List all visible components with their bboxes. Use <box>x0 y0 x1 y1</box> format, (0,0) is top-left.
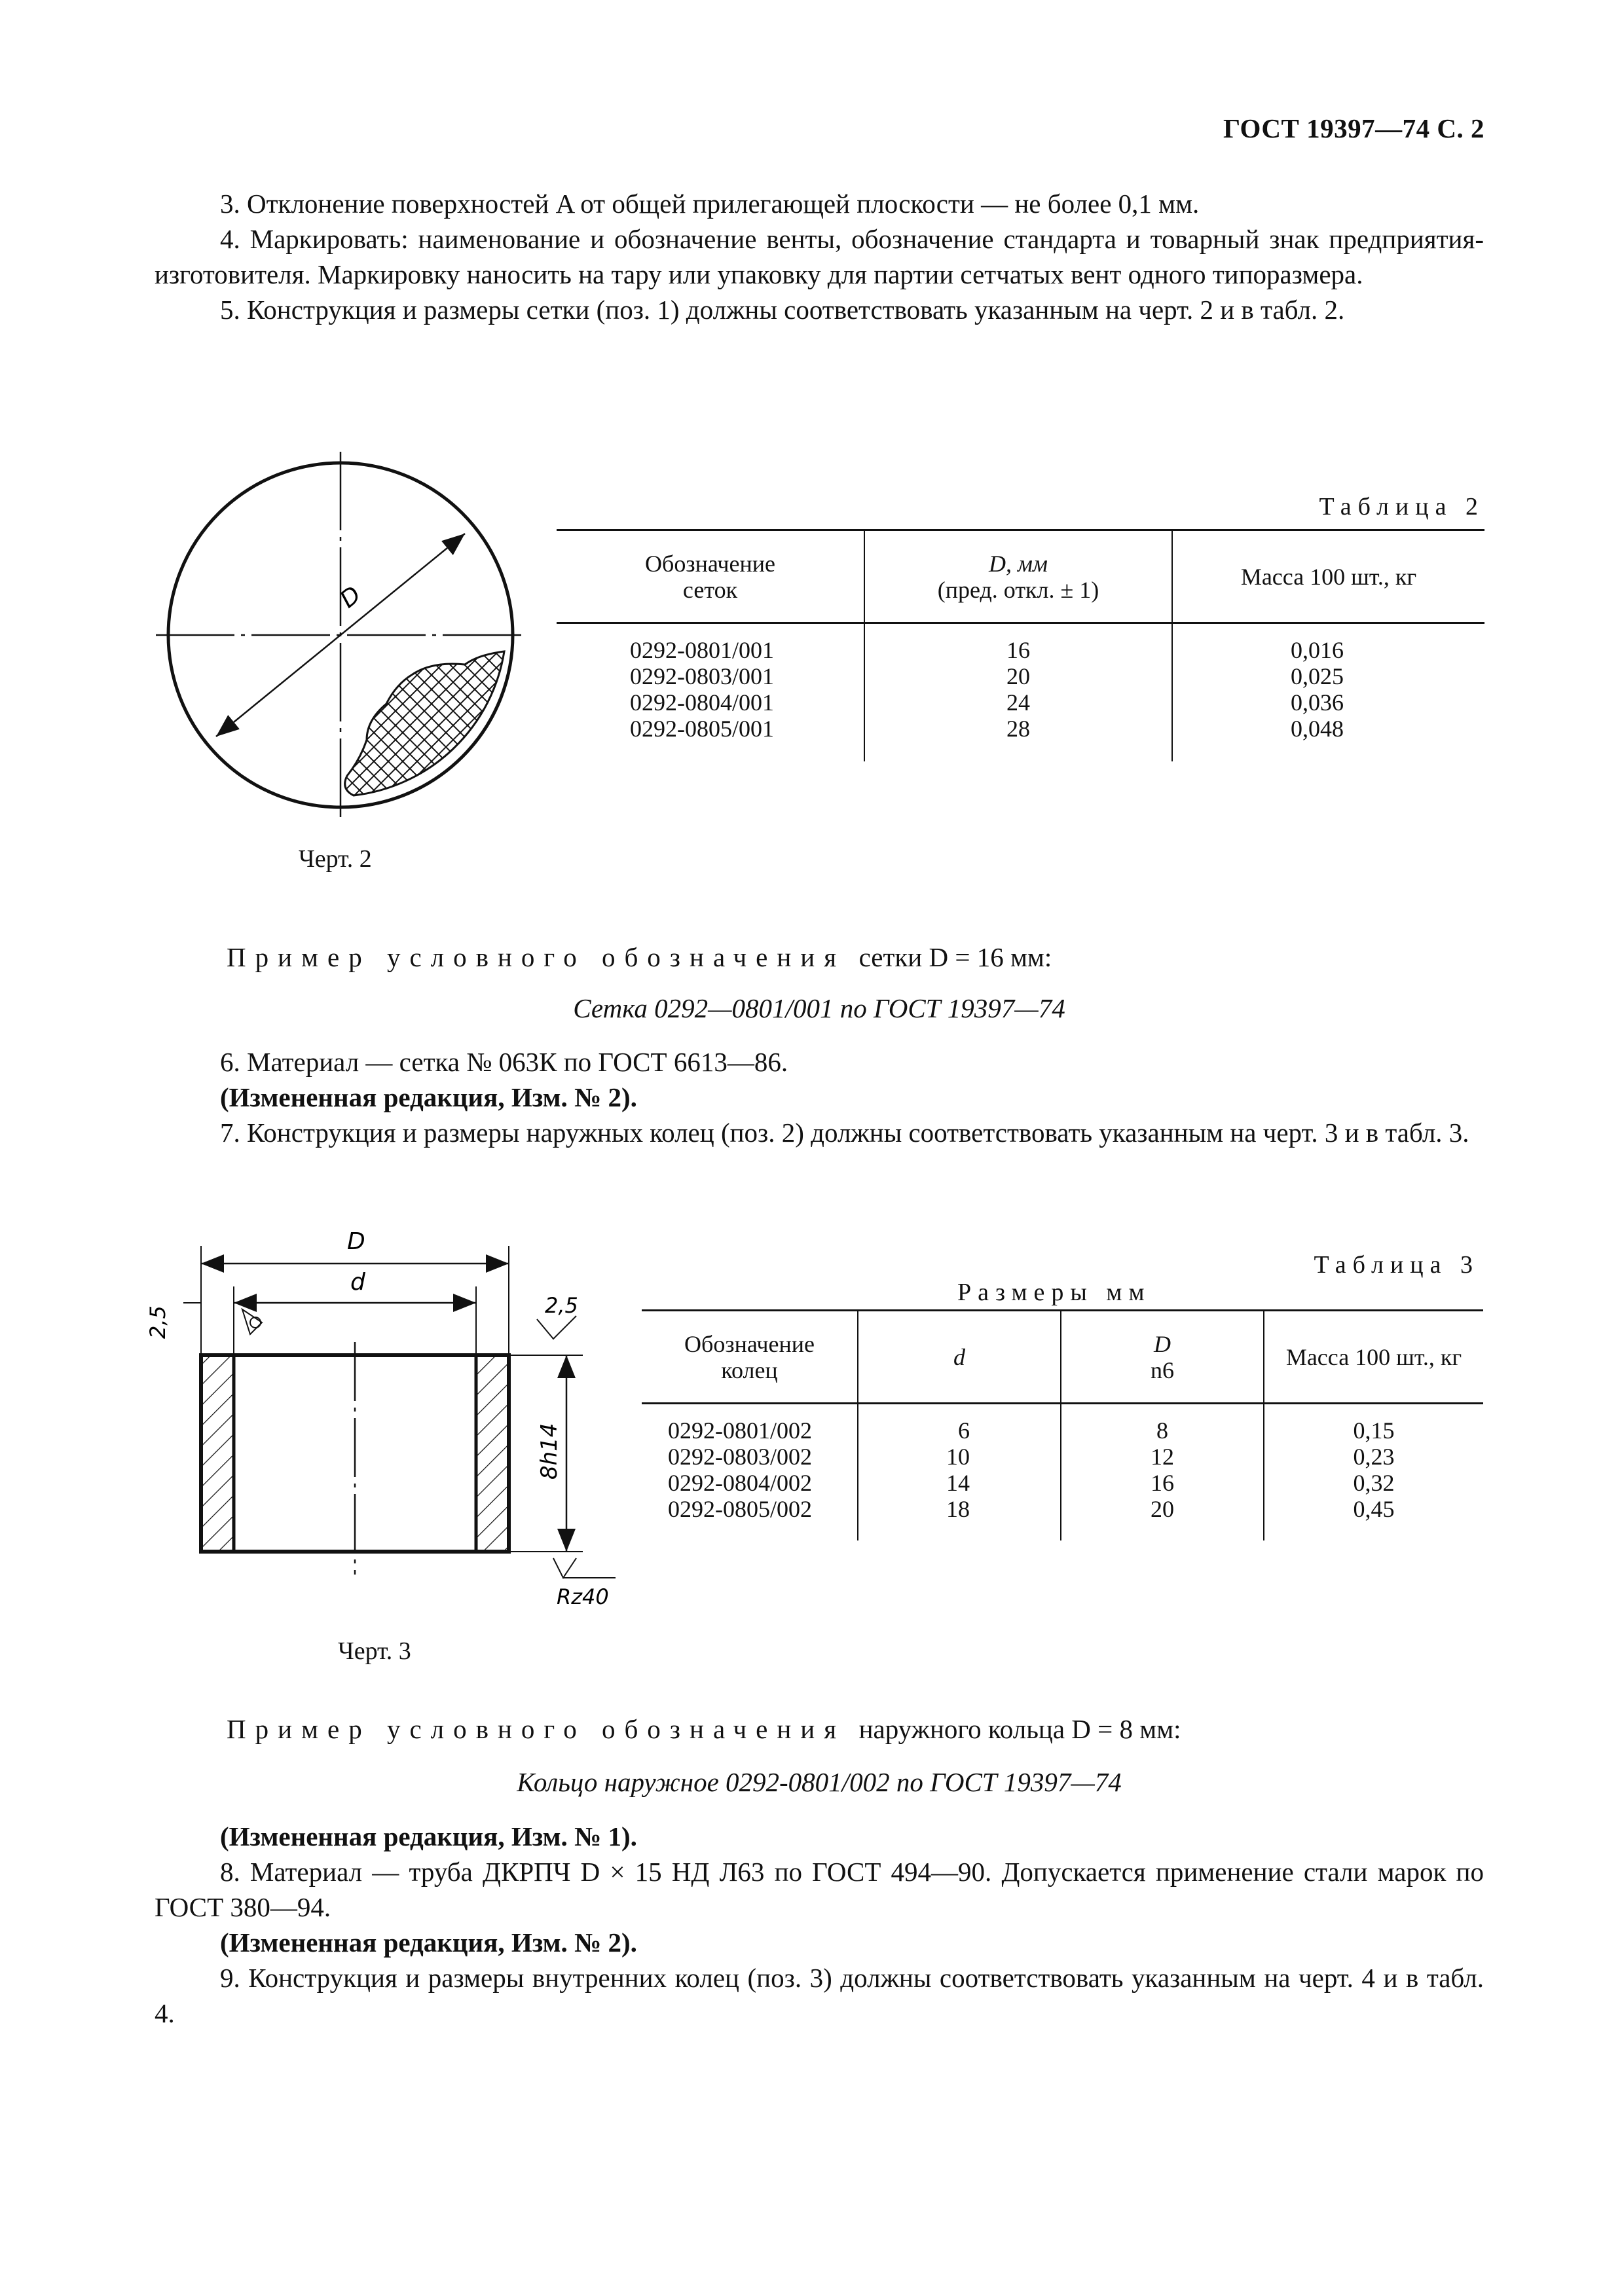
drawing-2-caption: Черт. 2 <box>299 845 372 873</box>
table-row: 0292-0803/002 <box>668 1444 812 1470</box>
inner-diameter-label: d <box>350 1269 365 1296</box>
table-cell: 18 <box>946 1496 970 1522</box>
table-cell: 20 <box>1006 663 1030 689</box>
paragraph-4: 4. Маркировать: наименование и обозначение венты, обозначение стандарта и товарный знак предприятия-изготовителя. Маркировку наносить на тару или упаковку для партии сетчатых вент одного типоразмера. <box>155 224 1484 289</box>
paragraph-8: 8. Материал — труба ДКРПЧ D × 15 НД Л63 по ГОСТ 494—90. Допускается применение стали марок по ГОСТ 380—94. <box>155 1857 1484 1922</box>
paragraphs-top <box>155 186 1484 327</box>
table-2-header-d: D, мм (пред. откл. ± 1) <box>864 530 1172 623</box>
table-row: 0292-0803/001 <box>630 663 774 689</box>
paragraphs-bottom <box>155 1819 1484 2031</box>
table-row: 0292-0801/002 <box>668 1417 812 1444</box>
table-3-header-mass: Масса 100 шт., кг <box>1285 1343 1462 1370</box>
table-2 <box>557 529 1484 761</box>
table-2-header-mass: Масса 100 шт., кг <box>1240 563 1417 590</box>
right-roughness-symbol <box>537 1316 576 1339</box>
table-cell: 10 <box>946 1444 970 1470</box>
left-roughness-label: 2,5 <box>145 1305 170 1339</box>
table-3-header-designation: Обозначение колец <box>642 1311 858 1404</box>
page-header: ГОСТ 19397—74 С. 2 <box>1223 113 1484 143</box>
table-3-caption: Таблица 3 <box>1314 1251 1479 1279</box>
paragraphs-mid <box>155 1044 1484 1150</box>
amendment-note: (Измененная редакция, Изм. № 2). <box>220 1082 637 1112</box>
paragraph-5: 5. Конструкция и размеры сетки (поз. 1) должны соответствовать указанным на черт. 2 и в табл. 2. <box>220 295 1345 325</box>
table-cell: 0,025 <box>1291 663 1344 689</box>
table-cell: 0,23 <box>1353 1444 1395 1470</box>
amendment-note-2: (Измененная редакция, Изм. № 2). <box>220 1927 637 1958</box>
table-3-header-outer-d: D n6 <box>1061 1311 1264 1404</box>
mesh-hatch <box>345 651 504 795</box>
paragraph-6: 6. Материал — сетка № 063К по ГОСТ 6613—86. <box>220 1047 788 1077</box>
diameter-label: D <box>335 581 367 613</box>
table-2-header-designation: Обозначение сеток <box>557 530 864 623</box>
table-cell: 0,32 <box>1353 1470 1395 1496</box>
table-2-caption: Таблица 2 <box>1319 493 1484 520</box>
example-1-line: Пример условного обозначения сетки D = 16 мм: <box>227 942 1052 972</box>
table-cell: 0,15 <box>1353 1417 1395 1444</box>
table-3-header-inner-d: d <box>858 1311 1061 1404</box>
drawing-3-caption: Черт. 3 <box>338 1637 411 1665</box>
example-2-designation: Кольцо наружное 0292-0801/002 по ГОСТ 19397—74 <box>517 1767 1122 1797</box>
paragraph-9: 9. Конструкция и размеры внутренних колец (поз. 3) должны соответствовать указанным на черт. 4 и в табл. 4. <box>155 1963 1484 2028</box>
table-cell: 6 <box>958 1417 970 1444</box>
drawing-2-circle <box>151 452 530 818</box>
right-roughness-label: 2,5 <box>545 1293 578 1318</box>
table-row: 0292-0805/002 <box>668 1496 812 1522</box>
table-cell: 28 <box>1006 716 1030 742</box>
ring-wall-right <box>476 1355 509 1552</box>
table-cell: 0,036 <box>1291 689 1344 716</box>
table-cell: 8 <box>1156 1417 1168 1444</box>
table-cell: 0,048 <box>1291 716 1344 742</box>
table-cell: 14 <box>946 1470 970 1496</box>
table-row: 0292-0805/001 <box>630 716 774 742</box>
drawing-3-ring <box>144 1218 616 1611</box>
bottom-roughness-label: Rz40 <box>557 1584 609 1609</box>
table-row: 0292-0804/001 <box>630 689 774 716</box>
table-cell: 16 <box>1006 637 1030 663</box>
outer-diameter-label: D <box>347 1228 365 1255</box>
table-3-subcaption: Размеры мм <box>957 1279 1151 1306</box>
table-cell: 0,45 <box>1353 1496 1395 1522</box>
table-cell: 12 <box>1151 1444 1174 1470</box>
amendment-note-1: (Измененная редакция, Изм. № 1). <box>220 1821 637 1851</box>
bottom-roughness-symbol <box>553 1558 576 1578</box>
example-2-line: Пример условного обозначения наружного кольца D = 8 мм: <box>227 1714 1181 1744</box>
table-row: 0292-0801/001 <box>630 637 774 663</box>
height-label: 8h14 <box>536 1423 562 1480</box>
paragraph-7: 7. Конструкция и размеры наружных колец (поз. 2) должны соответствовать указанным на черт. 3 и в табл. 3. <box>220 1118 1469 1148</box>
roughness-marker <box>242 1309 262 1334</box>
table-cell: 0,016 <box>1291 637 1344 663</box>
table-cell: 24 <box>1006 689 1030 716</box>
example-1-designation: Сетка 0292—0801/001 по ГОСТ 19397—74 <box>573 993 1065 1023</box>
table-cell: 16 <box>1151 1470 1174 1496</box>
paragraph-3: 3. Отклонение поверхностей A от общей прилегающей плоскости — не более 0,1 мм. <box>220 189 1200 219</box>
table-3 <box>642 1309 1483 1540</box>
table-row: 0292-0804/002 <box>668 1470 812 1496</box>
ring-wall-left <box>201 1355 234 1552</box>
table-cell: 20 <box>1151 1496 1174 1522</box>
